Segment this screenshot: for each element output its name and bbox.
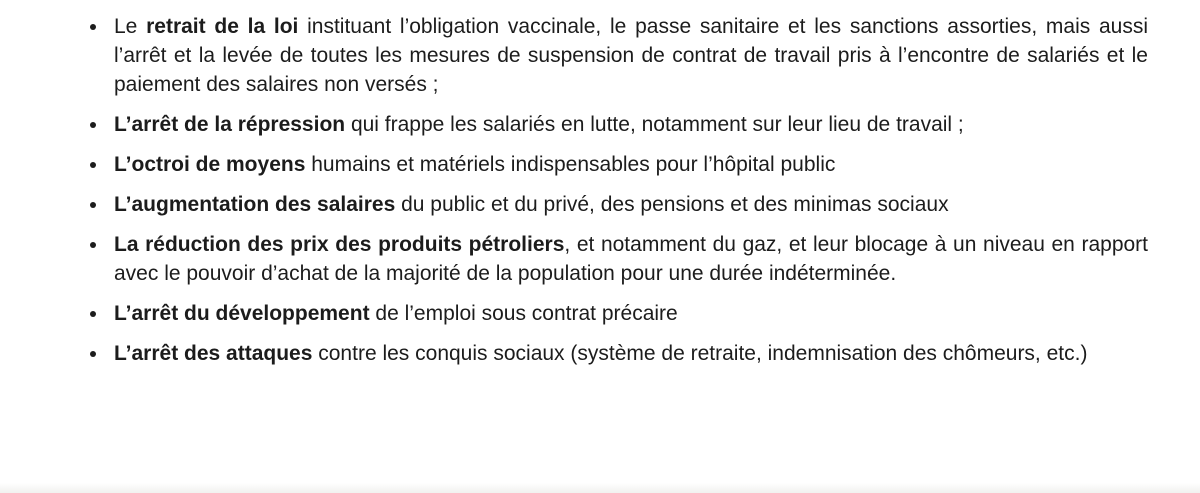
bullet-icon (90, 24, 96, 30)
bullet-icon (90, 311, 96, 317)
demand-lead: L’octroi de moyens (114, 153, 306, 176)
bullet-icon (90, 242, 96, 248)
demand-lead: retrait de la loi (146, 15, 299, 38)
bullet-icon (90, 162, 96, 168)
demand-item (88, 110, 1148, 139)
demand-item (88, 12, 1148, 99)
demand-lead: L’arrêt des attaques (114, 342, 313, 365)
demand-text: humains et matériels indispensables pour l’hôpital public (305, 153, 836, 176)
demand-item (88, 339, 1148, 368)
bullet-icon (90, 351, 96, 357)
demand-lead: L’arrêt de la répression (114, 113, 346, 136)
demand-item (88, 190, 1148, 219)
demand-text: , et notamment du gaz, et leur blocage à un niveau en rapport avec le pouvoir d’achat de la majorité de la population pour une durée indéterminée. (114, 233, 1149, 285)
demands-list (88, 12, 1148, 368)
demand-lead: La réduction des prix des produits pétroliers (114, 233, 565, 256)
demand-text: qui frappe les salariés en lutte, notamment sur leur lieu de travail ; (345, 113, 964, 136)
demand-prefix: Le (114, 15, 147, 38)
demand-lead: L’arrêt du développement (114, 302, 370, 325)
demand-item (88, 150, 1148, 179)
page-bottom-edge (0, 483, 1200, 493)
demand-text: instituant l’obligation vaccinale, le passe sanitaire et les sanctions assorties, mais aussi l’arrêt et la levée de toutes les mesures de suspension de contrat de travail pris à l’encontre de salariés et le paiement des salaires non versés ; (114, 15, 1148, 96)
demand-lead: L’augmentation des salaires (114, 193, 396, 216)
demand-text: contre les conquis sociaux (système de retraite, indemnisation des chômeurs, etc.) (312, 342, 1088, 365)
demand-item (88, 230, 1148, 288)
bullet-icon (90, 122, 96, 128)
demand-item (88, 299, 1148, 328)
demand-text: du public et du privé, des pensions et des minimas sociaux (395, 193, 949, 216)
demand-text: de l’emploi sous contrat précaire (369, 302, 678, 325)
bullet-icon (90, 202, 96, 208)
